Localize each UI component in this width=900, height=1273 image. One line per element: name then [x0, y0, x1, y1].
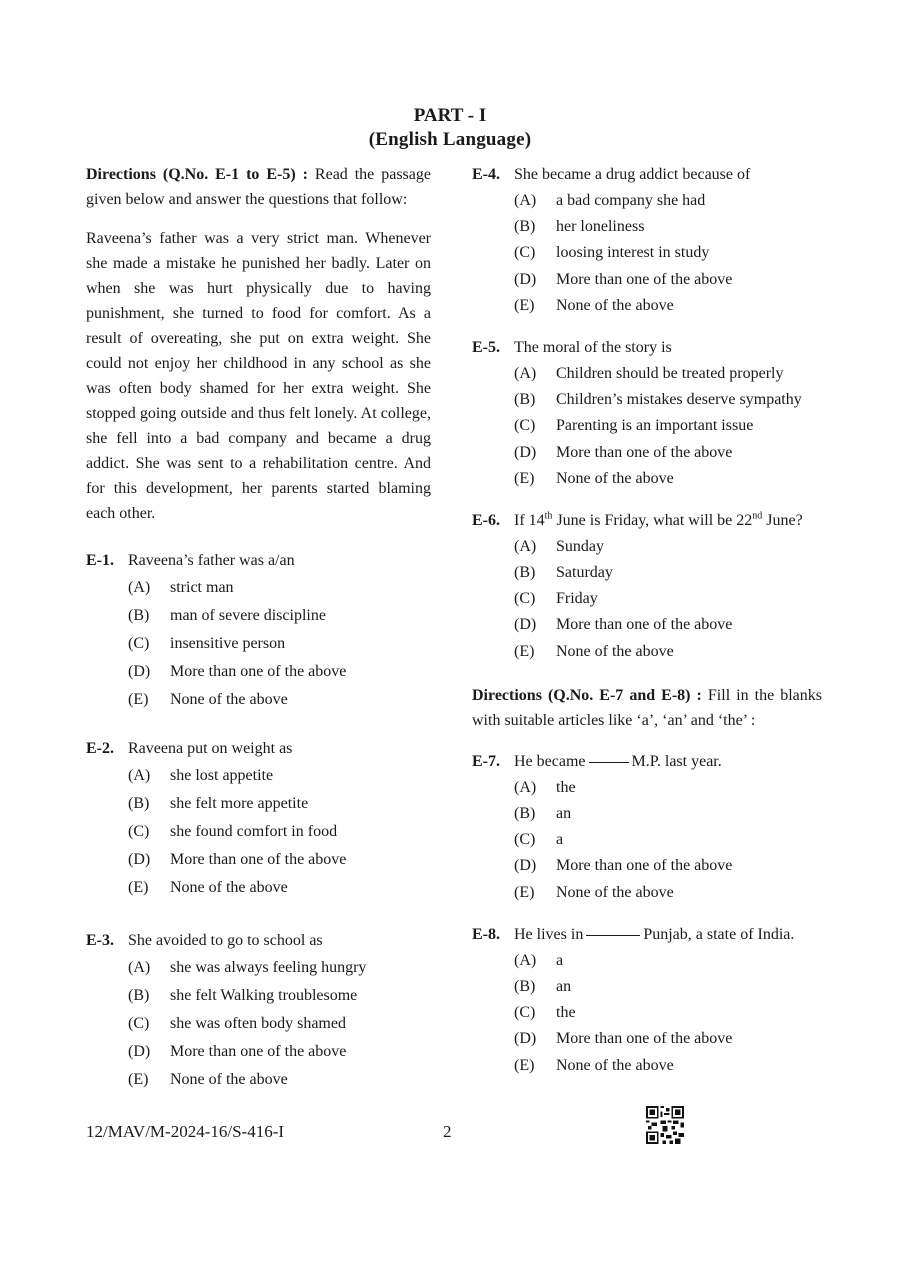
question-number: E-3. — [86, 932, 114, 949]
paper-code: 12/MAV/M-2024-16/S-416-I — [86, 1122, 285, 1141]
option-a: (A) she was always feeling hungry — [128, 959, 367, 976]
question-number: E-4. — [472, 166, 500, 183]
option-d: (D) More than one of the above — [514, 857, 733, 875]
option-b: (B) an — [514, 977, 572, 995]
subject-title: (English Language) — [368, 129, 532, 150]
directions-1-text: Read the passage given below and answer the questions that follow: — [86, 166, 431, 208]
question-number: E-6. — [472, 511, 500, 529]
option-b: (B) her loneliness — [514, 218, 645, 236]
directions-2 — [472, 683, 822, 733]
option-b: (B) she felt more appetite — [128, 795, 309, 812]
option-c: (C) loosing interest in study — [514, 244, 710, 262]
option-e: (E) None of the above — [128, 879, 288, 896]
directions-2-text: Fill in the blanks with suitable articles like ‘a’, ‘an’ and ‘the’ : — [472, 686, 823, 729]
question-e6 — [472, 508, 822, 665]
option-d: (D) More than one of the above — [514, 1030, 733, 1048]
option-d: (D) More than one of the above — [128, 851, 347, 868]
question-text: If 14th June is Friday, what will be 22nd June? — [514, 510, 803, 529]
option-c: (C) she was often body shamed — [128, 1015, 346, 1032]
option-b: (B) an — [514, 805, 572, 822]
option-b: (B) she felt Walking troublesome — [128, 987, 358, 1004]
fill-blank — [589, 762, 629, 763]
question-e1 — [86, 548, 431, 714]
option-d: (D) More than one of the above — [514, 443, 733, 461]
question-e7 — [472, 749, 822, 906]
question-text: Raveena put on weight as — [128, 740, 293, 757]
option-b: (B) Children’s mistakes deserve sympathy — [514, 391, 802, 409]
question-text: He lives in Punjab, a state of India. — [514, 925, 795, 943]
question-e3 — [86, 928, 431, 1094]
fill-blank — [586, 935, 640, 936]
option-c: (C) insensitive person — [128, 635, 286, 652]
option-a: (A) a — [514, 951, 564, 969]
question-e5 — [472, 335, 822, 492]
question-e2 — [86, 736, 431, 902]
question-number: E-2. — [86, 740, 114, 757]
question-text: She became a drug addict because of — [514, 166, 751, 183]
option-e: (E) None of the above — [514, 642, 674, 660]
question-number: E-5. — [472, 338, 500, 356]
question-text: She avoided to go to school as — [128, 932, 323, 949]
page-number: 2 — [443, 1122, 452, 1141]
option-c: (C) the — [514, 1004, 576, 1022]
option-a: (A) Sunday — [514, 537, 604, 555]
option-a: (A) strict man — [128, 579, 234, 596]
option-c: (C) she found comfort in food — [128, 823, 338, 840]
option-a: (A) Children should be treated properly — [514, 364, 784, 382]
question-text: The moral of the story is — [514, 338, 672, 356]
option-e: (E) None of the above — [128, 1071, 288, 1088]
option-a: (A) she lost appetite — [128, 767, 274, 784]
question-number: E-8. — [472, 925, 500, 943]
right-column — [472, 162, 822, 1079]
directions-1-label: Directions (Q.No. E-1 to E-5) : — [86, 166, 308, 183]
question-text: He became M.P. last year. — [514, 752, 722, 770]
option-d: (D) More than one of the above — [514, 616, 733, 634]
question-e4 — [472, 162, 822, 319]
option-a: (A) a bad company she had — [514, 192, 706, 209]
option-c: (C) Parenting is an important issue — [514, 417, 754, 435]
question-e8 — [472, 922, 822, 1079]
part-title: PART - I — [413, 105, 487, 126]
option-a: (A) the — [514, 778, 576, 796]
option-d: (D) More than one of the above — [128, 1043, 347, 1060]
option-b: (B) man of severe discipline — [128, 607, 326, 624]
left-column — [86, 162, 431, 1094]
directions-2-label: Directions (Q.No. E-7 and E-8) : — [472, 686, 702, 704]
question-text: Raveena’s father was a/an — [128, 552, 295, 569]
option-e: (E) None of the above — [128, 691, 288, 708]
option-e: (E) None of the above — [514, 883, 674, 901]
option-d: (D) More than one of the above — [128, 663, 347, 680]
passage: Raveena’s father was a very strict man. Whenever she made a mistake he punished her badly. Later on when she was hurt physically due to having punishment, she turned to food for comfort. As a result of overeating, she put on extra weight. She could not enjoy her childhood in any school as she was often body shamed for her extra weight. She stopped going outside and thus felt lonely. At college, she fell into a bad company and became a drug addict. She was sent to a rehabilitation centre. And for this development, her parents started blaming each other. — [86, 230, 431, 522]
qr-code-icon — [646, 1106, 684, 1144]
option-b: (B) Saturday — [514, 564, 613, 582]
option-c: (C) Friday — [514, 590, 598, 608]
option-e: (E) None of the above — [514, 469, 674, 487]
page-header — [0, 104, 900, 152]
option-e: (E) None of the above — [514, 1056, 674, 1074]
question-number: E-1. — [86, 552, 114, 569]
question-number: E-7. — [472, 752, 500, 770]
option-d: (D) More than one of the above — [514, 270, 733, 288]
option-c: (C) a — [514, 831, 564, 849]
directions-1 — [86, 162, 431, 212]
option-e: (E) None of the above — [514, 296, 674, 314]
